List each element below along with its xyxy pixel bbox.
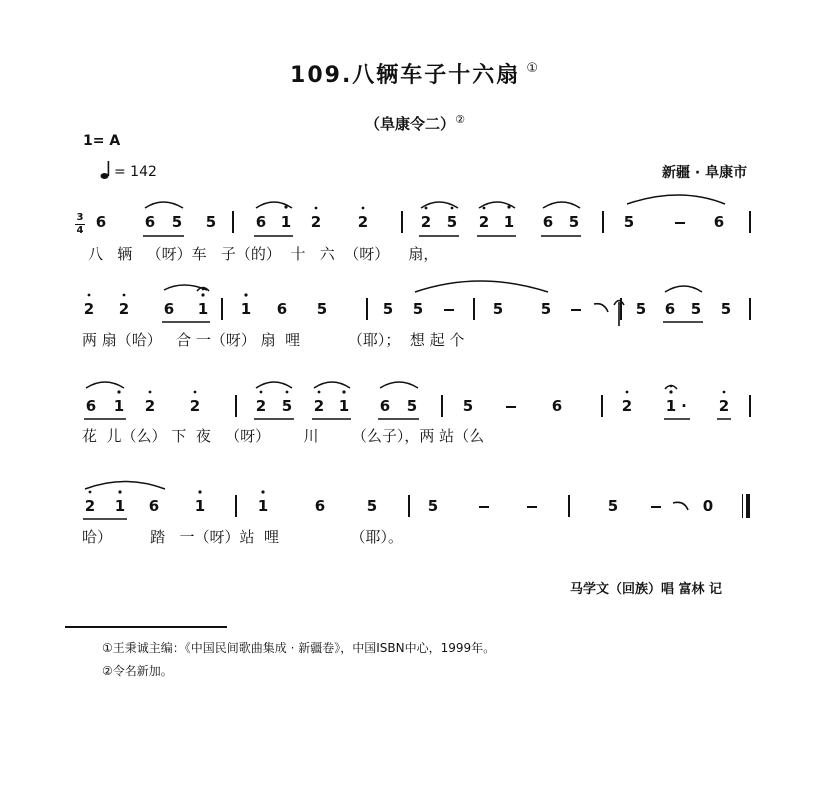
barline: [749, 211, 751, 233]
dash: [675, 222, 685, 224]
note: 2: [621, 397, 633, 415]
note: 5: [366, 497, 378, 515]
lyrics-line-3: 花 儿（么） 下 夜 （呀） 川 （么子），两 站（么: [82, 427, 485, 445]
note: 5: [205, 213, 217, 231]
note: 5: [316, 300, 328, 318]
note: 1: [338, 397, 350, 415]
lyrics-line-1: 八 辆 （呀）车 子（的） 十 六 （呀） 扇，: [88, 245, 439, 263]
barline: [749, 395, 751, 417]
note: 2: [189, 397, 201, 415]
song-title: 109.八辆车子十六扇 ①: [290, 61, 540, 88]
song-subtitle: （阜康令二）②: [365, 113, 465, 133]
note: 6: [163, 300, 175, 318]
note: 2: [83, 300, 95, 318]
note: 6: [551, 397, 563, 415]
note: 5: [720, 300, 732, 318]
note: 6: [542, 213, 554, 231]
note: 1: [194, 497, 206, 515]
note: 2: [718, 397, 730, 415]
note: 2: [255, 397, 267, 415]
note: 5: [427, 497, 439, 515]
barline: [232, 211, 234, 233]
note: 5: [446, 213, 458, 231]
barline: [366, 298, 368, 320]
dash: [651, 506, 661, 508]
note: 6: [713, 213, 725, 231]
note: 5: [635, 300, 647, 318]
note: 5: [382, 300, 394, 318]
note: 1: [113, 397, 125, 415]
note: 6: [664, 300, 676, 318]
note: 2: [478, 213, 490, 231]
note: 5: [623, 213, 635, 231]
time-signature: 3 4: [76, 212, 84, 236]
note: 6: [85, 397, 97, 415]
barline: [441, 395, 443, 417]
subtitle-footnote-marker: ②: [455, 113, 465, 126]
note: 6: [144, 213, 156, 231]
dash: [527, 506, 537, 508]
note: 2: [313, 397, 325, 415]
note: 5: [281, 397, 293, 415]
note: 5: [568, 213, 580, 231]
note: 2: [84, 497, 96, 515]
note: 2: [357, 213, 369, 231]
barline: [401, 211, 403, 233]
quarter-note-icon: [100, 160, 111, 184]
lyrics-line-4: 哈） 踏 一（呀）站 哩 （耶）。: [82, 528, 404, 546]
note: 2: [420, 213, 432, 231]
note: 6: [379, 397, 391, 415]
note: 2: [310, 213, 322, 231]
note: 6: [148, 497, 160, 515]
note: 2: [144, 397, 156, 415]
barline: [620, 298, 622, 320]
final-barline: [742, 494, 750, 518]
barline: [408, 495, 410, 517]
note: 5: [462, 397, 474, 415]
note: 1: [114, 497, 126, 515]
barline: [601, 395, 603, 417]
note: 1: [240, 300, 252, 318]
tempo-marking: = 142: [100, 160, 157, 184]
note: 1: [665, 397, 677, 415]
barline: [749, 298, 751, 320]
dash: [444, 309, 454, 311]
key-signature: 1= A: [83, 133, 121, 149]
note: 6: [95, 213, 107, 231]
note: 5: [540, 300, 552, 318]
note: 5: [412, 300, 424, 318]
note: 6: [255, 213, 267, 231]
augmentation-dot: ·: [681, 397, 687, 415]
note: 1: [503, 213, 515, 231]
dash: [506, 406, 516, 408]
note: 2: [118, 300, 130, 318]
note: 5: [607, 497, 619, 515]
barline: [221, 298, 223, 320]
note: 6: [314, 497, 326, 515]
note: 0: [702, 497, 714, 515]
title-footnote-marker: ①: [526, 61, 540, 76]
note: 5: [690, 300, 702, 318]
barline: [235, 395, 237, 417]
dash: [479, 506, 489, 508]
region-label: 新疆 · 阜康市: [662, 165, 748, 181]
barline: [235, 495, 237, 517]
note: 5: [406, 397, 418, 415]
note: 6: [276, 300, 288, 318]
barline: [602, 211, 604, 233]
barline: [473, 298, 475, 320]
footnote-1: ①王秉诚主编：《中国民间歌曲集成 · 新疆卷》，中国ISBN中心，1999年。: [102, 641, 496, 655]
footnote-2: ②令名新加。: [102, 664, 173, 678]
dash: [571, 309, 581, 311]
note: 5: [171, 213, 183, 231]
footnote-divider: [65, 626, 227, 628]
note: 1: [280, 213, 292, 231]
note: 1: [257, 497, 269, 515]
note: 5: [492, 300, 504, 318]
lyrics-line-2: 两 扇（哈） 合 一（呀） 扇 哩 （耶）； 想 起 个: [82, 331, 465, 349]
performer-credit: 马学文（回族）唱 富林 记: [570, 582, 723, 597]
note: 1: [197, 300, 209, 318]
barline: [568, 495, 570, 517]
